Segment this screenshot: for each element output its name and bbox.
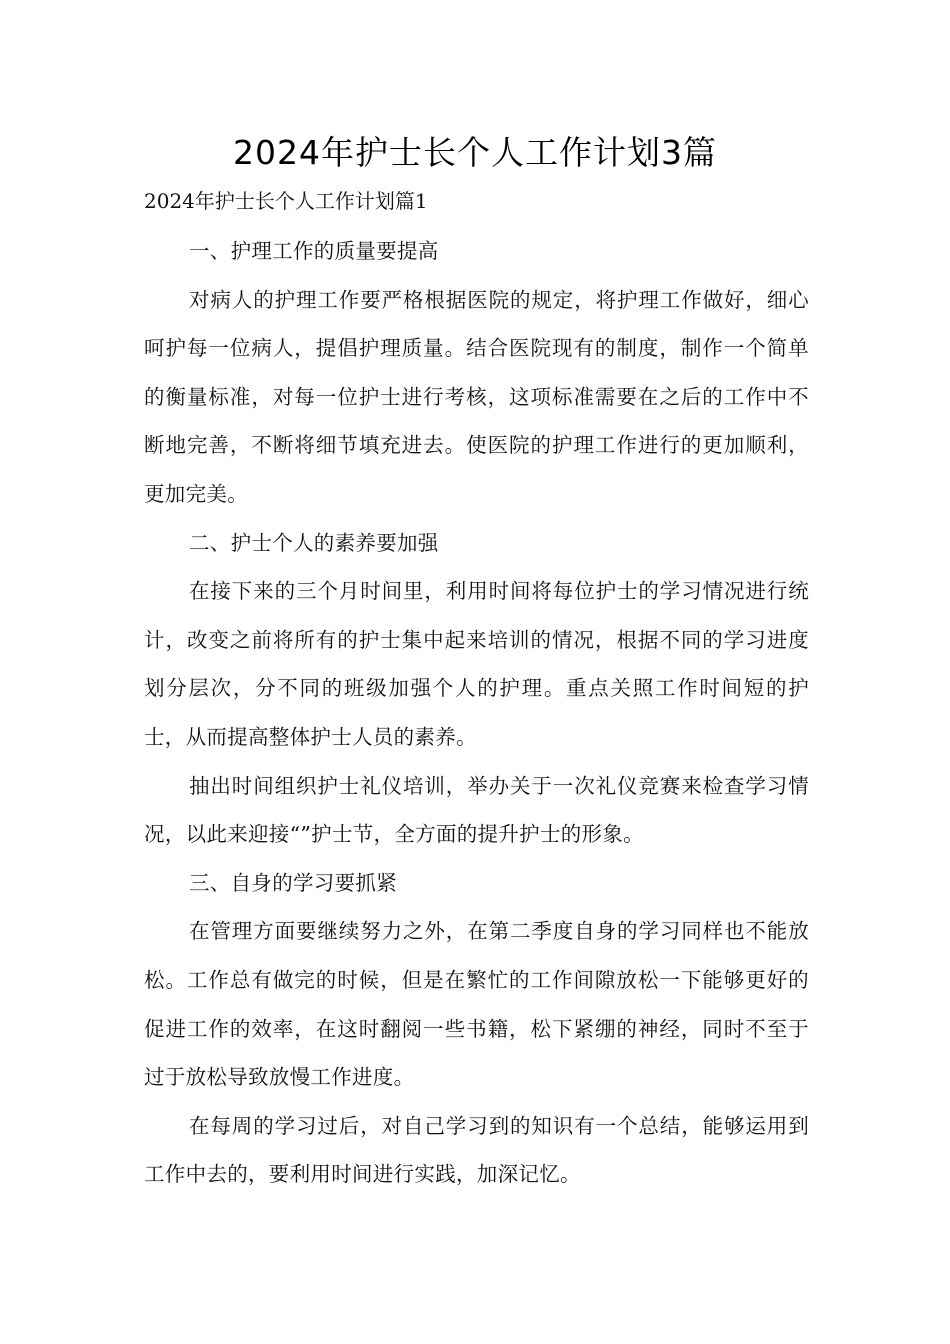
section-heading-3: 三、自身的学习要抓紧	[189, 870, 397, 895]
section-subtitle: 2024年护士长个人工作计划篇1	[144, 189, 428, 213]
document-body	[144, 227, 809, 1199]
document-title: 2024年护士长个人工作计划3篇	[233, 133, 717, 172]
paragraph: 对病人的护理工作要严格根据医院的规定，将护理工作做好，细心呵护每一位病人，提倡护理质量。结合医院现有的制度，制作一个简单的衡量标准，对每一位护士进行考核，这项标准需要在之后的工作中不断地完善，不断将细节填充进去。使医院的护理工作进行的更加顺利，更加完美。	[144, 287, 809, 506]
section-heading-2: 二、护士个人的素养要加强	[189, 530, 439, 555]
section-heading-1: 一、护理工作的质量要提高	[189, 239, 439, 263]
paragraph: 在接下来的三个月时间里，利用时间将每位护士的学习情况进行统计，改变之前将所有的护士集中起来培训的情况，根据不同的学习进度划分层次，分不同的班级加强个人的护理。重点关照工作时间短的护士，从而提高整体护士人员的素养。	[144, 579, 809, 749]
paragraph: 在每周的学习过后，对自己学习到的知识有一个总结，能够运用到工作中去的，要利用时间进行实践，加深记忆。	[144, 1113, 809, 1187]
paragraph: 抽出时间组织护士礼仪培训，举办关于一次礼仪竞赛来检查学习情况，以此来迎接“”护士节，全方面的提升护士的形象。	[144, 773, 809, 847]
paragraph: 在管理方面要继续努力之外，在第二季度自身的学习同样也不能放松。工作总有做完的时候，但是在繁忙的工作间隙放松一下能够更好的促进工作的效率，在这时翻阅一些书籍，松下紧绷的神经，同时不至于过于放松导致放慢工作进度。	[144, 919, 809, 1090]
